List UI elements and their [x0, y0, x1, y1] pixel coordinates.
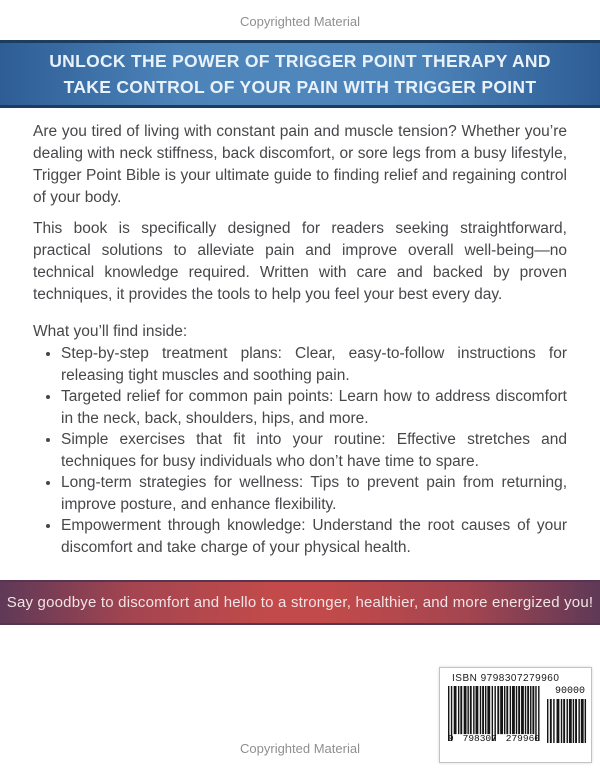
copyright-bottom-label: Copyrighted Material — [240, 741, 360, 756]
header-banner — [0, 40, 600, 108]
headline-line-2: TAKE CONTROL OF YOUR PAIN WITH TRIGGER POINT — [63, 77, 537, 97]
list-item-long-term-strategies: • Long-term strategies for wellness: Tips to prevent pain from returning, improve posture, and enhance flexibility. — [61, 472, 567, 515]
back-cover-blurb — [0, 121, 600, 558]
list-item-empowerment: • Empowerment through knowledge: Understand the root causes of your discomfort and take charge of your physical health. — [61, 515, 567, 558]
barcode-digit-group-1: 798307 — [462, 733, 497, 744]
copyright-top-label: Copyrighted Material — [240, 14, 360, 29]
addon-barcode-bars — [547, 699, 587, 743]
list-item-targeted-relief: • Targeted relief for common pain points: Learn how to address discomfort in the neck, back, shoulders, hips, and more. — [61, 386, 567, 429]
headline-line-1: UNLOCK THE POWER OF TRIGGER POINT THERAPY AND — [49, 51, 551, 71]
ean-barcode — [448, 686, 540, 744]
barcode-body — [448, 686, 585, 744]
description-paragraph: This book is specifically designed for readers seeking straightforward, practical solutions to alleviate pain and improve overall well-being—no technical knowledge required. Written with care and backed by proven techniques, it provides the tools to help you feel your best every day. — [33, 220, 567, 303]
list-intro-label: What you’ll find inside: — [33, 323, 188, 340]
list-item-treatment-plans: • Step-by-step treatment plans: Clear, easy-to-follow instructions for releasing tight muscles and soothing pain. — [61, 343, 567, 386]
barcode-digit-lead: 9 — [448, 733, 454, 744]
tagline-text: Say goodbye to discomfort and hello to a stronger, healthier, and more energized you! — [6, 594, 594, 611]
barcode-digit-group-2: 279960 — [505, 733, 540, 744]
addon-barcode — [547, 686, 587, 744]
tagline-banner — [0, 580, 600, 625]
list-item-simple-exercises: • Simple exercises that fit into your routine: Effective stretches and techniques for busy individuals who don’t have time to spare. — [61, 429, 567, 472]
intro-paragraph: Are you tired of living with constant pain and muscle tension? Whether you’re dealing with neck stiffness, back discomfort, or sore legs from a busy lifestyle, Trigger Point Bible is your ultimate guide to finding relief and regaining control of your body. — [33, 123, 567, 206]
isbn-label: ISBN 9798307279960 — [452, 673, 560, 684]
addon-price-label: 90000 — [554, 686, 585, 697]
benefits-list — [33, 343, 567, 558]
